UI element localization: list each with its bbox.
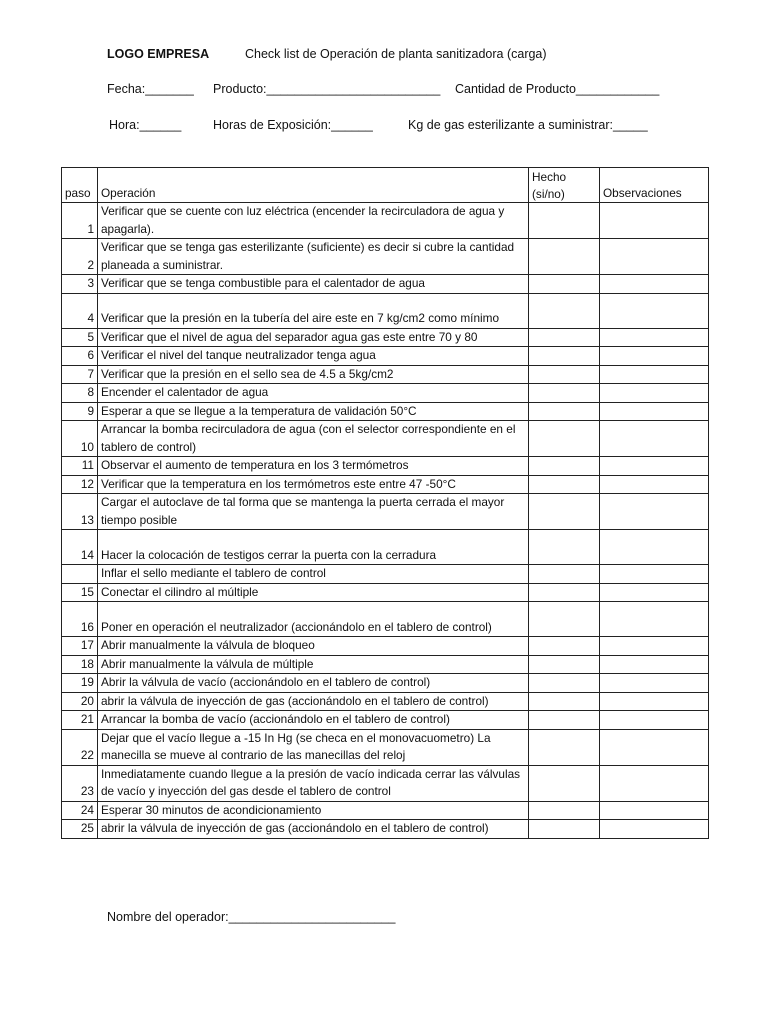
paso-cell: 21: [62, 711, 98, 730]
table-row: [62, 475, 709, 494]
operacion-cell: Abrir manualmente la válvula de múltiple: [98, 655, 529, 674]
paso-cell: 3: [62, 275, 98, 294]
table-row: [62, 729, 709, 765]
hecho-cell[interactable]: [529, 565, 600, 584]
table-row: [62, 328, 709, 347]
hecho-cell[interactable]: [529, 275, 600, 294]
operacion-cell: Verificar que el nivel de agua del separador agua gas este entre 70 y 80: [98, 328, 529, 347]
hecho-cell[interactable]: [529, 494, 600, 530]
checklist-rows: [62, 203, 709, 839]
paso-cell: 2: [62, 239, 98, 275]
table-row: [62, 820, 709, 839]
observaciones-cell[interactable]: [600, 347, 709, 366]
hecho-cell[interactable]: [529, 239, 600, 275]
observaciones-cell[interactable]: [600, 602, 709, 637]
observaciones-cell[interactable]: [600, 655, 709, 674]
observaciones-cell[interactable]: [600, 421, 709, 457]
operacion-cell: Verificar que se cuente con luz eléctrica (encender la recirculadora de agua y apagarla).: [98, 203, 529, 239]
table-row: [62, 384, 709, 403]
paso-cell: 8: [62, 384, 98, 403]
operacion-cell: Verificar que se tenga combustible para el calentador de agua: [98, 275, 529, 294]
hecho-cell[interactable]: [529, 293, 600, 328]
table-row: [62, 530, 709, 565]
observaciones-cell[interactable]: [600, 583, 709, 602]
hora-field[interactable]: Hora:______: [109, 118, 182, 132]
paso-cell: 13: [62, 494, 98, 530]
fecha-field[interactable]: Fecha:_______: [107, 82, 194, 96]
table-row: [62, 602, 709, 637]
table-header-row: [62, 168, 709, 203]
paso-cell: 19: [62, 674, 98, 693]
hecho-cell[interactable]: [529, 637, 600, 656]
observaciones-cell[interactable]: [600, 820, 709, 839]
hecho-cell[interactable]: [529, 328, 600, 347]
paso-header: paso: [62, 168, 98, 203]
table-row: [62, 239, 709, 275]
operacion-cell: Verificar que la presión en la tubería del aire este en 7 kg/cm2 como mínimo: [98, 293, 529, 328]
operacion-cell: Arrancar la bomba de vacío (accionándolo en el tablero de control): [98, 711, 529, 730]
observaciones-cell[interactable]: [600, 239, 709, 275]
paso-cell: 18: [62, 655, 98, 674]
paso-cell: 20: [62, 692, 98, 711]
hecho-cell[interactable]: [529, 203, 600, 239]
operacion-cell: abrir la válvula de inyección de gas (accionándolo en el tablero de control): [98, 820, 529, 839]
hecho-cell[interactable]: [529, 583, 600, 602]
observaciones-cell[interactable]: [600, 765, 709, 801]
observaciones-cell[interactable]: [600, 475, 709, 494]
observaciones-cell[interactable]: [600, 729, 709, 765]
paso-cell: 23: [62, 765, 98, 801]
table-row: [62, 711, 709, 730]
paso-cell: 22: [62, 729, 98, 765]
operacion-cell: Encender el calentador de agua: [98, 384, 529, 403]
operacion-cell: Verificar que se tenga gas esterilizante (suficiente) es decir si cubre la cantidad planeada a suministrar.: [98, 239, 529, 275]
logo-empresa: LOGO EMPRESA: [107, 47, 210, 61]
observaciones-cell[interactable]: [600, 711, 709, 730]
table-row: [62, 655, 709, 674]
hecho-cell[interactable]: [529, 365, 600, 384]
operacion-cell: Dejar que el vacío llegue a -15 In Hg (se checa en el monovacuometro) La manecilla se mueve al contrario de las manecillas del reloj: [98, 729, 529, 765]
operacion-cell: Conectar el cilindro al múltiple: [98, 583, 529, 602]
table-row: [62, 494, 709, 530]
hecho-cell[interactable]: [529, 402, 600, 421]
operacion-cell: Abrir manualmente la válvula de bloqueo: [98, 637, 529, 656]
operacion-cell: Observar el aumento de temperatura en los 3 termómetros: [98, 457, 529, 476]
table-row: [62, 692, 709, 711]
table-row: [62, 637, 709, 656]
hecho-cell[interactable]: [529, 602, 600, 637]
hecho-cell[interactable]: [529, 421, 600, 457]
table-row: [62, 347, 709, 366]
table-row: [62, 203, 709, 239]
operacion-cell: Verificar el nivel del tanque neutralizador tenga agua: [98, 347, 529, 366]
paso-cell: [62, 565, 98, 584]
table-row: [62, 457, 709, 476]
paso-cell: 16: [62, 602, 98, 637]
operacion-cell: Inflar el sello mediante el tablero de control: [98, 565, 529, 584]
paso-cell: 24: [62, 801, 98, 820]
hecho-cell[interactable]: [529, 475, 600, 494]
nombre-operador-field[interactable]: Nombre del operador:________________________: [107, 910, 396, 924]
operacion-cell: Poner en operación el neutralizador (accionándolo en el tablero de control): [98, 602, 529, 637]
paso-cell: 12: [62, 475, 98, 494]
operacion-header: Operación: [98, 168, 529, 203]
observaciones-cell[interactable]: [600, 530, 709, 565]
operacion-cell: Esperar a que se llegue a la temperatura de validación 50°C: [98, 402, 529, 421]
paso-cell: 6: [62, 347, 98, 366]
operacion-cell: Esperar 30 minutos de acondicionamiento: [98, 801, 529, 820]
observaciones-cell[interactable]: [600, 457, 709, 476]
table-row: [62, 583, 709, 602]
observaciones-header: Observaciones: [600, 168, 709, 203]
hecho-cell[interactable]: [529, 729, 600, 765]
table-row: [62, 421, 709, 457]
paso-cell: 25: [62, 820, 98, 839]
operacion-cell: abrir la válvula de inyección de gas (accionándolo en el tablero de control): [98, 692, 529, 711]
observaciones-cell[interactable]: [600, 565, 709, 584]
horas-exposicion-field[interactable]: Horas de Exposición:______: [213, 118, 373, 132]
observaciones-cell[interactable]: [600, 365, 709, 384]
hecho-cell[interactable]: [529, 711, 600, 730]
hecho-cell[interactable]: [529, 820, 600, 839]
hecho-header-line2: (si/no): [532, 186, 565, 201]
hecho-cell[interactable]: [529, 692, 600, 711]
table-row: [62, 365, 709, 384]
hecho-cell[interactable]: [529, 655, 600, 674]
hecho-cell[interactable]: [529, 530, 600, 565]
paso-cell: 11: [62, 457, 98, 476]
paso-cell: 4: [62, 293, 98, 328]
observaciones-cell[interactable]: [600, 674, 709, 693]
paso-cell: 7: [62, 365, 98, 384]
cantidad-producto-field[interactable]: Cantidad de Producto____________: [455, 82, 660, 96]
checklist-table: [61, 167, 709, 839]
kg-gas-field[interactable]: Kg de gas esterilizante a suministrar:_____: [408, 118, 648, 132]
paso-cell: 14: [62, 530, 98, 565]
operacion-cell: Arrancar la bomba recirculadora de agua (con el selector correspondiente en el tablero de control): [98, 421, 529, 457]
observaciones-cell[interactable]: [600, 637, 709, 656]
operacion-cell: Verificar que la temperatura en los termómetros este entre 47 -50°C: [98, 475, 529, 494]
operacion-cell: Cargar el autoclave de tal forma que se mantenga la puerta cerrada el mayor tiempo posible: [98, 494, 529, 530]
table-row: [62, 565, 709, 584]
observaciones-cell[interactable]: [600, 293, 709, 328]
hecho-cell[interactable]: [529, 765, 600, 801]
table-row: [62, 674, 709, 693]
observaciones-cell[interactable]: [600, 384, 709, 403]
operacion-cell: Inmediatamente cuando llegue a la presión de vacío indicada cerrar las válvulas de vacío y inyección del gas desde el tablero de control: [98, 765, 529, 801]
operacion-cell: Verificar que la presión en el sello sea de 4.5 a 5kg/cm2: [98, 365, 529, 384]
hecho-cell[interactable]: [529, 384, 600, 403]
observaciones-cell[interactable]: [600, 203, 709, 239]
table-row: [62, 275, 709, 294]
operacion-cell: Hacer la colocación de testigos cerrar la puerta con la cerradura: [98, 530, 529, 565]
table-row: [62, 402, 709, 421]
document-title: Check list de Operación de planta sanitizadora (carga): [245, 47, 547, 61]
table-row: [62, 801, 709, 820]
hecho-cell[interactable]: [529, 347, 600, 366]
paso-cell: 15: [62, 583, 98, 602]
observaciones-cell[interactable]: [600, 494, 709, 530]
table-row: [62, 765, 709, 801]
observaciones-cell[interactable]: [600, 402, 709, 421]
table-row: [62, 293, 709, 328]
paso-cell: 5: [62, 328, 98, 347]
paso-cell: 17: [62, 637, 98, 656]
observaciones-cell[interactable]: [600, 328, 709, 347]
hecho-header-line1: Hecho: [532, 170, 567, 184]
paso-cell: 10: [62, 421, 98, 457]
hecho-cell[interactable]: [529, 674, 600, 693]
hecho-header: [529, 168, 600, 203]
observaciones-cell[interactable]: [600, 275, 709, 294]
hecho-cell[interactable]: [529, 457, 600, 476]
paso-cell: 9: [62, 402, 98, 421]
observaciones-cell[interactable]: [600, 692, 709, 711]
producto-field[interactable]: Producto:_________________________: [213, 82, 441, 96]
operacion-cell: Abrir la válvula de vacío (accionándolo en el tablero de control): [98, 674, 529, 693]
observaciones-cell[interactable]: [600, 801, 709, 820]
hecho-cell[interactable]: [529, 801, 600, 820]
paso-cell: 1: [62, 203, 98, 239]
